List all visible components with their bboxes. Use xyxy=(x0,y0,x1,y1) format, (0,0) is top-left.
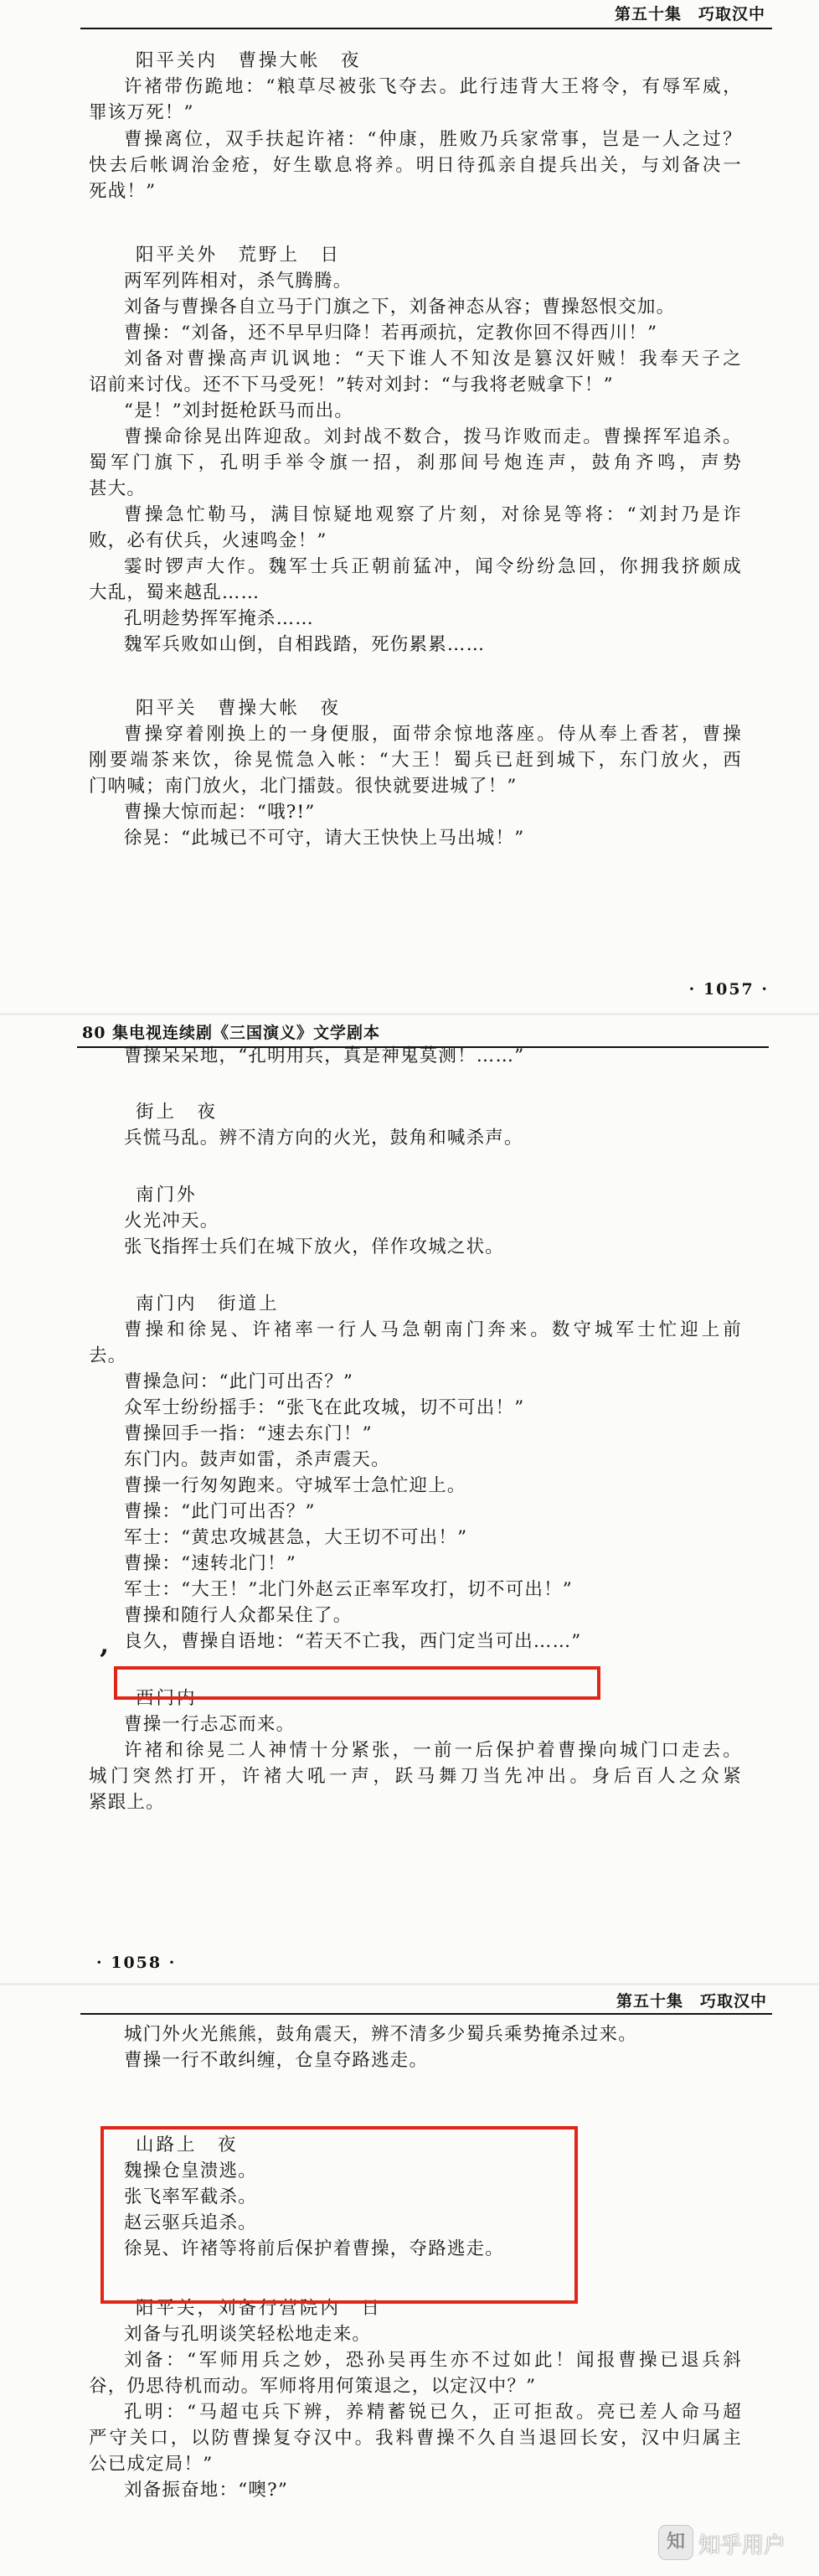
script-line: 徐晃、许褚等将前后保护着曹操，夺路逃走。 xyxy=(124,2238,505,2259)
script-line: 曹操回手一指：“速去东门！” xyxy=(124,1423,373,1444)
script-line: 孔明：“马超屯兵下辨，养精蓄锐已久，正可拒敌。亮已差人命马超 xyxy=(124,2402,742,2423)
script-line: 曹操离位，双手扶起许褚：“仲康，胜败乃兵家常事，岂是一人之过？ xyxy=(124,129,742,150)
script-line: 曹操呆呆地，“孔明用兵，真是神鬼莫测！……” xyxy=(124,1045,525,1066)
script-line: “是！”刘封挺枪跃马而出。 xyxy=(124,400,354,421)
script-line: 赵云驱兵追杀。 xyxy=(124,2212,257,2233)
script-line: 大乱，蜀来越乱…… xyxy=(89,582,260,603)
script-line: 门呐喊；南门放火，北门擂鼓。很快就要进城了！” xyxy=(89,776,518,797)
stray-mark: ’ xyxy=(99,1644,109,1677)
script-line: 曹操大惊而起：“哦?!” xyxy=(124,802,316,823)
script-line: 曹操穿着刚换上的一身便服，面带余惊地落座。侍从奉上香茗，曹操 xyxy=(124,724,742,745)
script-line: 军士：“大王！”北门外赵云正率军攻打，切不可出！” xyxy=(124,1579,573,1600)
script-line: 东门内。鼓声如雷，杀声震天。 xyxy=(124,1449,390,1470)
script-line: 城门外火光熊熊，鼓角震天，辨不清多少蜀兵乘势掩杀过来。 xyxy=(124,2024,637,2045)
script-line: 霎时锣声大作。魏军士兵正朝前猛冲，闻令纷纷急回，你拥我挤颇成 xyxy=(124,556,742,577)
page-number: · 1057 · xyxy=(688,980,769,999)
script-line: 败，必有伏兵，火速鸣金！” xyxy=(89,530,327,551)
script-line: 刘备：“军师用兵之妙，恐孙吴再生亦不过如此！闻报曹操已退兵斜 xyxy=(124,2350,742,2371)
scene-heading: 西门内 xyxy=(136,1688,198,1709)
script-line: 曹操一行忐忑而来。 xyxy=(124,1714,296,1735)
script-line: 孔明趁势挥军掩杀…… xyxy=(124,608,315,629)
script-line: 紧跟上。 xyxy=(89,1792,165,1813)
script-page-1057 xyxy=(0,0,819,1015)
script-line: 许褚带伤跪地：“粮草尽被张飞夺去。此行违背大王将令，有辱军威， xyxy=(124,76,742,97)
script-line: 曹操一行匆匆跑来。守城军士急忙迎上。 xyxy=(124,1475,466,1496)
script-line: 刘备对曹操高声讥讽地：“天下谁人不知汝是篡汉奸贼！我奉天子之 xyxy=(124,348,742,369)
scene-heading: 阳平关 曹操大帐 夜 xyxy=(136,698,342,719)
script-line: 良久，曹操自语地：“若天不亡我，西门定当可出……” xyxy=(124,1631,582,1652)
script-line: 曹操和徐晃、许褚率一行人马急朝南门奔来。数守城军士忙迎上前 xyxy=(124,1319,742,1340)
watermark: 知乎用户 xyxy=(698,2533,786,2558)
zhihu-logo-icon: 知 xyxy=(658,2525,693,2560)
script-line: 许褚和徐晃二人神情十分紧张，一前一后保护着曹操向城门口走去。 xyxy=(124,1740,742,1761)
script-line: 众军士纷纷摇手：“张飞在此攻城，切不可出！” xyxy=(124,1397,525,1418)
scene-heading: 阳平关，刘备行营院内 日 xyxy=(136,2298,383,2319)
script-line: 两军列阵相对，杀气腾腾。 xyxy=(124,271,353,292)
script-line: 曹操：“此门可出否？” xyxy=(124,1501,316,1522)
scene-heading: 南门外 xyxy=(136,1185,198,1205)
header-rule xyxy=(80,2013,772,2015)
scene-heading: 南门内 街道上 xyxy=(136,1293,280,1314)
script-line: 曹操急问：“此门可出否？” xyxy=(124,1371,354,1392)
script-line: 谷，仍思待机而动。军师将用何策退之，以定汉中？” xyxy=(89,2376,537,2397)
script-line: 曹操和随行人众都呆住了。 xyxy=(124,1605,353,1626)
script-line: 诏前来讨伐。还不下马受死！”转对刘封：“与我将老贼拿下！” xyxy=(89,374,614,395)
script-line: 死战！” xyxy=(89,181,157,202)
script-line: 公已成定局！” xyxy=(89,2454,214,2475)
scene-heading: 山路上 夜 xyxy=(136,2135,239,2155)
script-line: 军士：“黄忠攻城甚急，大王切不可出！” xyxy=(124,1527,468,1548)
script-line: 曹操急忙勒马，满目惊疑地观察了片刻，对徐晃等将：“刘封乃是诈 xyxy=(124,504,742,525)
scene-heading: 阳平关内 曹操大帐 夜 xyxy=(136,50,362,71)
script-line: 火光冲天。 xyxy=(124,1211,219,1231)
script-line: 曹操命徐晃出阵迎敌。刘封战不数合，拨马诈败而走。曹操挥军追杀。 xyxy=(124,426,742,447)
script-line: 魏军兵败如山倒，自相践踏，死伤累累…… xyxy=(124,634,486,655)
script-line: 曹操：“速转北门！” xyxy=(124,1553,296,1574)
script-line: 兵慌马乱。辨不清方向的火光，鼓角和喊杀声。 xyxy=(124,1128,523,1149)
script-line: 城门突然打开，许褚大吼一声，跃马舞刀当先冲出。身后百人之众紧 xyxy=(89,1766,742,1787)
script-line: 蜀军门旗下，孔明手举令旗一招，刹那间号炮连声，鼓角齐鸣，声势 xyxy=(89,452,742,473)
script-line: 去。 xyxy=(89,1345,127,1366)
script-line: 甚大。 xyxy=(89,478,147,499)
page-number: · 1058 · xyxy=(96,1954,177,1972)
book-header: 80 集电视连续剧《三国演义》文学剧本 xyxy=(82,1024,381,1042)
script-line: 曹操一行不敢纠缠，仓皇夺路逃走。 xyxy=(124,2050,429,2071)
script-line: 罪该万死！” xyxy=(89,102,194,123)
script-line: 刘备振奋地：“噢?” xyxy=(124,2480,289,2501)
chapter-header: 第五十集 巧取汉中 xyxy=(616,1992,767,2011)
script-line: 快去后帐调治金疮，好生歇息将养。明日待孤亲自提兵出关，与刘备决一 xyxy=(89,155,742,176)
header-rule xyxy=(80,28,772,29)
script-line: 魏操仓皇溃逃。 xyxy=(124,2160,257,2181)
script-line: 张飞率军截杀。 xyxy=(124,2186,257,2207)
script-line: 刘备与孔明谈笑轻松地走来。 xyxy=(124,2324,372,2345)
script-line: 刘备与曹操各自立马于门旗之下，刘备神态从容；曹操怒恨交加。 xyxy=(124,297,676,317)
scene-heading: 阳平关外 荒野上 日 xyxy=(136,245,342,266)
script-line: 刚要端茶来饮，徐晃慌急入帐：“大王！蜀兵已赶到城下，东门放火，西 xyxy=(89,750,742,771)
chapter-header: 第五十集 巧取汉中 xyxy=(614,5,765,23)
script-page-1059 xyxy=(0,1985,819,2576)
script-page-1058 xyxy=(0,1015,819,1985)
script-line: 曹操：“刘备，还不早早归降！若再顽抗，定教你回不得西川！” xyxy=(124,323,658,343)
script-line: 严守关口，以防曹操复夺汉中。我料曹操不久自当退回长安，汉中归属主 xyxy=(89,2428,742,2449)
script-line: 徐晃：“此城已不可守，请大王快快上马出城！” xyxy=(124,828,525,849)
script-line: 张飞指挥士兵们在城下放火，佯作攻城之状。 xyxy=(124,1236,505,1257)
scene-heading: 街上 夜 xyxy=(136,1102,219,1123)
